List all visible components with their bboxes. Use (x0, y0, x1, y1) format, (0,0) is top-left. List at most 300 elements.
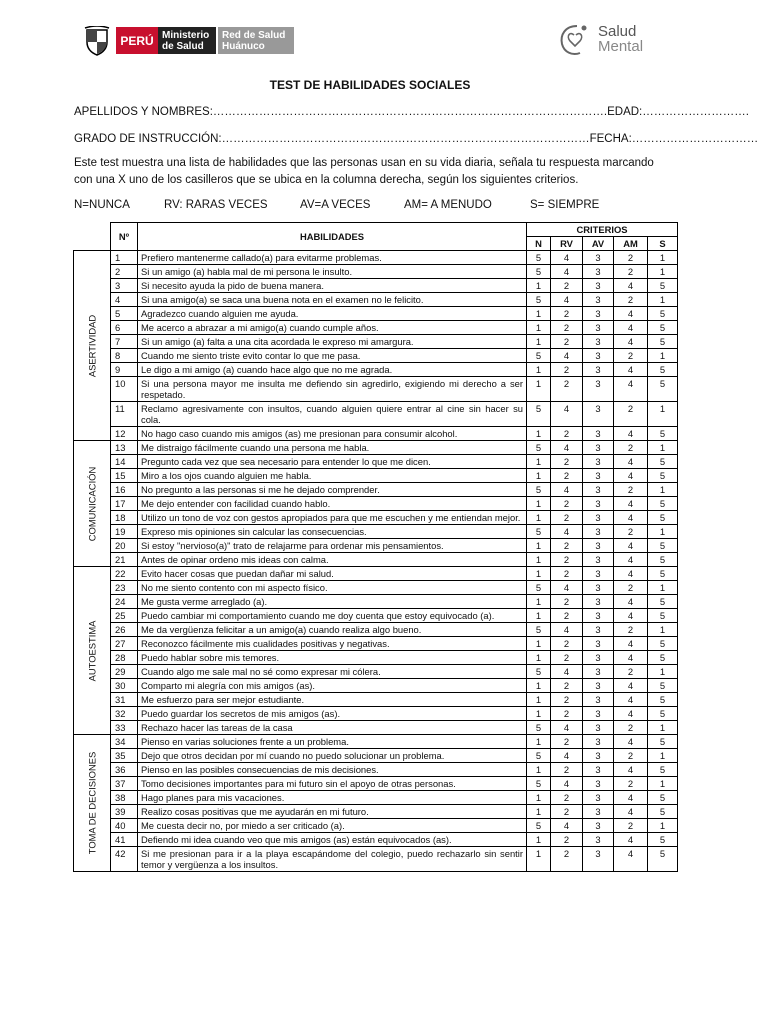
criterion-score-am[interactable]: 4 (614, 335, 648, 349)
criterion-score-av[interactable]: 3 (583, 539, 614, 553)
criterion-score-av[interactable]: 3 (583, 819, 614, 833)
item-text: Me gusta verme arreglado (a). (138, 595, 527, 609)
table-row (74, 609, 678, 623)
criterion-score-am[interactable]: 4 (614, 377, 648, 402)
criterion-score-s[interactable]: 5 (648, 427, 678, 441)
table-row (74, 651, 678, 665)
criterion-score-n[interactable]: 1 (527, 679, 551, 693)
item-number: 28 (111, 651, 138, 665)
criterion-score-av[interactable]: 3 (583, 637, 614, 651)
criterion-score-av[interactable]: 3 (583, 833, 614, 847)
item-text: Me acerco a abrazar a mi amigo(a) cuando cumple años. (138, 321, 527, 335)
item-number: 35 (111, 749, 138, 763)
item-text: Si un amigo (a) habla mal de mi persona le insulto. (138, 265, 527, 279)
criterion-score-am[interactable]: 4 (614, 609, 648, 623)
criterion-score-n[interactable]: 5 (527, 441, 551, 455)
item-number: 34 (111, 735, 138, 749)
item-number: 1 (111, 251, 138, 265)
criterion-score-rv[interactable]: 4 (551, 265, 583, 279)
item-number: 41 (111, 833, 138, 847)
criterion-score-am[interactable]: 2 (614, 581, 648, 595)
criterion-score-rv[interactable]: 2 (551, 497, 583, 511)
table-row (74, 665, 678, 679)
criterion-score-rv[interactable]: 2 (551, 469, 583, 483)
criterion-score-am[interactable]: 4 (614, 707, 648, 721)
item-text: Realizo cosas positivas que me ayudarán en mi futuro. (138, 805, 527, 819)
criterion-score-am[interactable]: 2 (614, 483, 648, 497)
header-blank (74, 223, 111, 251)
criterion-score-s[interactable]: 5 (648, 651, 678, 665)
item-text: Miro a los ojos cuando alguien me habla. (138, 469, 527, 483)
criterion-score-rv[interactable]: 2 (551, 735, 583, 749)
item-text: Si un amigo (a) falta a una cita acordada le expreso mi amargura. (138, 335, 527, 349)
criterion-score-av[interactable]: 3 (583, 777, 614, 791)
criterion-score-rv[interactable]: 4 (551, 777, 583, 791)
criterion-score-av[interactable]: 3 (583, 483, 614, 497)
item-text: Pregunto cada vez que sea necesario para entender lo que me dicen. (138, 455, 527, 469)
criterion-score-s[interactable]: 5 (648, 335, 678, 349)
criterion-score-am[interactable]: 4 (614, 279, 648, 293)
criterion-score-av[interactable]: 3 (583, 707, 614, 721)
item-text: Me da vergüenza felicitar a un amigo(a) cuando realiza algo bueno. (138, 623, 527, 637)
criterion-score-rv[interactable]: 2 (551, 833, 583, 847)
criterion-score-rv[interactable]: 2 (551, 455, 583, 469)
criterion-score-rv[interactable]: 2 (551, 763, 583, 777)
criterion-score-n[interactable]: 1 (527, 847, 551, 872)
salud-mental-icon (557, 22, 597, 58)
criterion-score-s[interactable]: 5 (648, 679, 678, 693)
criterion-score-n[interactable]: 1 (527, 791, 551, 805)
criterion-score-av[interactable]: 3 (583, 497, 614, 511)
criterion-score-am[interactable]: 4 (614, 427, 648, 441)
item-text: Expreso mis opiniones sin calcular las consecuencias. (138, 525, 527, 539)
criterion-score-n[interactable]: 5 (527, 749, 551, 763)
legend-siempre: S= SIEMPRE (530, 199, 600, 211)
criterion-score-av[interactable]: 3 (583, 721, 614, 735)
criterion-score-rv[interactable]: 2 (551, 279, 583, 293)
criterion-score-s[interactable]: 5 (648, 497, 678, 511)
criterion-score-av[interactable]: 3 (583, 763, 614, 777)
criterion-score-am[interactable]: 4 (614, 363, 648, 377)
criterion-score-rv[interactable]: 2 (551, 511, 583, 525)
criterion-score-am[interactable]: 2 (614, 265, 648, 279)
criterion-score-av[interactable]: 3 (583, 511, 614, 525)
criterion-score-s[interactable]: 5 (648, 553, 678, 567)
criterion-score-n[interactable]: 5 (527, 251, 551, 265)
criterion-score-av[interactable]: 3 (583, 307, 614, 321)
criterion-score-s[interactable]: 5 (648, 833, 678, 847)
criterion-score-am[interactable]: 2 (614, 293, 648, 307)
criterion-score-rv[interactable]: 4 (551, 293, 583, 307)
criterion-score-rv[interactable]: 4 (551, 665, 583, 679)
criterion-score-rv[interactable]: 2 (551, 805, 583, 819)
logo-red-de-salud: Red de Salud Huánuco (218, 27, 294, 54)
table-row (74, 441, 678, 455)
criterion-score-rv[interactable]: 4 (551, 251, 583, 265)
item-number: 30 (111, 679, 138, 693)
category-label: AUTOESTIMA (86, 620, 98, 681)
criterion-score-n[interactable]: 1 (527, 455, 551, 469)
criterion-score-rv[interactable]: 2 (551, 567, 583, 581)
criterion-score-am[interactable]: 4 (614, 511, 648, 525)
skills-table (73, 222, 678, 872)
criterion-score-s[interactable]: 1 (648, 819, 678, 833)
criterion-score-s[interactable]: 1 (648, 777, 678, 791)
criterion-score-s[interactable]: 1 (648, 483, 678, 497)
criterion-score-rv[interactable]: 4 (551, 721, 583, 735)
criterion-score-s[interactable]: 1 (648, 665, 678, 679)
criterion-score-av[interactable]: 3 (583, 377, 614, 402)
criterion-score-rv[interactable]: 4 (551, 483, 583, 497)
criterion-score-n[interactable]: 5 (527, 581, 551, 595)
criterion-score-n[interactable]: 1 (527, 539, 551, 553)
item-text: Rechazo hacer las tareas de la casa (138, 721, 527, 735)
criterion-score-s[interactable]: 1 (648, 623, 678, 637)
criterion-score-s[interactable]: 1 (648, 721, 678, 735)
item-text: Pienso en las posibles consecuencias de mis decisiones. (138, 763, 527, 777)
logo-ministerio: Ministerio de Salud (158, 27, 216, 54)
criterion-score-s[interactable]: 5 (648, 567, 678, 581)
table-row (74, 693, 678, 707)
item-number: 10 (111, 377, 138, 402)
criterion-score-am[interactable]: 2 (614, 441, 648, 455)
criterion-score-s[interactable]: 5 (648, 693, 678, 707)
item-number: 9 (111, 363, 138, 377)
criterion-score-av[interactable]: 3 (583, 693, 614, 707)
criterion-score-s[interactable]: 5 (648, 469, 678, 483)
criterion-score-av[interactable]: 3 (583, 805, 614, 819)
item-number: 15 (111, 469, 138, 483)
criterion-score-n[interactable]: 1 (527, 553, 551, 567)
item-text: Hago planes para mis vacaciones. (138, 791, 527, 805)
criterion-score-n[interactable]: 1 (527, 377, 551, 402)
criterion-score-n[interactable]: 1 (527, 321, 551, 335)
criterion-score-s[interactable]: 1 (648, 581, 678, 595)
header-crit-am: AM (614, 237, 648, 251)
criterion-score-am[interactable]: 4 (614, 847, 648, 872)
criterion-score-n[interactable]: 1 (527, 469, 551, 483)
criterion-score-rv[interactable]: 2 (551, 307, 583, 321)
criterion-score-n[interactable]: 1 (527, 567, 551, 581)
criterion-score-n[interactable]: 1 (527, 805, 551, 819)
criterion-score-am[interactable]: 4 (614, 735, 648, 749)
criterion-score-av[interactable]: 3 (583, 279, 614, 293)
item-text: Me distraigo fácilmente cuando una persona me habla. (138, 441, 527, 455)
criterion-score-s[interactable]: 5 (648, 595, 678, 609)
page-title: TEST DE HABILIDADES SOCIALES (269, 78, 471, 92)
criterion-score-am[interactable]: 2 (614, 402, 648, 427)
criterion-score-rv[interactable]: 2 (551, 553, 583, 567)
criterion-score-am[interactable]: 2 (614, 777, 648, 791)
criterion-score-n[interactable]: 1 (527, 707, 551, 721)
item-text: Agradezco cuando alguien me ayuda. (138, 307, 527, 321)
criterion-score-n[interactable]: 1 (527, 609, 551, 623)
table-body (74, 251, 678, 872)
table-row (74, 805, 678, 819)
item-text: Si una persona mayor me insulta me defiendo sin agredirlo, exigiendo mi derecho a ser respetado. (138, 377, 527, 402)
criterion-score-av[interactable]: 3 (583, 567, 614, 581)
criterion-score-am[interactable]: 4 (614, 595, 648, 609)
item-number: 37 (111, 777, 138, 791)
item-number: 13 (111, 441, 138, 455)
criterion-score-n[interactable]: 1 (527, 595, 551, 609)
criterion-score-n[interactable]: 1 (527, 497, 551, 511)
criterion-score-av[interactable]: 3 (583, 349, 614, 363)
criterion-score-n[interactable]: 5 (527, 819, 551, 833)
criterion-score-s[interactable]: 5 (648, 805, 678, 819)
table-row (74, 553, 678, 567)
criterion-score-n[interactable]: 1 (527, 735, 551, 749)
item-text: Si me presionan para ir a la playa escapándome del colegio, puedo rechazarlo sin sentir temor y vergüenza a los insultos. (138, 847, 527, 872)
criterion-score-am[interactable]: 4 (614, 567, 648, 581)
table-row (74, 735, 678, 749)
criterion-score-s[interactable]: 1 (648, 402, 678, 427)
criterion-score-av[interactable]: 3 (583, 265, 614, 279)
criterion-score-n[interactable]: 5 (527, 402, 551, 427)
item-number: 32 (111, 707, 138, 721)
criterion-score-rv[interactable]: 2 (551, 609, 583, 623)
criterion-score-av[interactable]: 3 (583, 791, 614, 805)
criterion-score-am[interactable]: 4 (614, 651, 648, 665)
criterion-score-n[interactable]: 1 (527, 335, 551, 349)
item-text: Dejo que otros decidan por mí cuando no puedo solucionar un problema. (138, 749, 527, 763)
criterion-score-am[interactable]: 4 (614, 539, 648, 553)
item-text: No me siento contento con mi aspecto físico. (138, 581, 527, 595)
criterion-score-n[interactable]: 5 (527, 665, 551, 679)
criterion-score-s[interactable]: 5 (648, 377, 678, 402)
criterion-score-av[interactable]: 3 (583, 455, 614, 469)
item-number: 14 (111, 455, 138, 469)
table-row (74, 637, 678, 651)
criterion-score-av[interactable]: 3 (583, 427, 614, 441)
item-text: Antes de opinar ordeno mis ideas con calma. (138, 553, 527, 567)
criterion-score-av[interactable]: 3 (583, 321, 614, 335)
criterion-score-av[interactable]: 3 (583, 363, 614, 377)
criterion-score-rv[interactable]: 2 (551, 679, 583, 693)
criterion-score-rv[interactable]: 4 (551, 749, 583, 763)
item-number: 24 (111, 595, 138, 609)
criterion-score-am[interactable]: 4 (614, 763, 648, 777)
criterion-score-rv[interactable]: 2 (551, 321, 583, 335)
criterion-score-rv[interactable]: 4 (551, 623, 583, 637)
criterion-score-av[interactable]: 3 (583, 441, 614, 455)
criterion-score-s[interactable]: 5 (648, 707, 678, 721)
criterion-score-s[interactable]: 5 (648, 735, 678, 749)
criterion-score-rv[interactable]: 2 (551, 791, 583, 805)
item-text: Le digo a mi amigo (a) cuando hace algo que no me agrada. (138, 363, 527, 377)
criterion-score-am[interactable]: 4 (614, 833, 648, 847)
criterion-score-n[interactable]: 1 (527, 511, 551, 525)
criterion-score-av[interactable]: 3 (583, 609, 614, 623)
criterion-score-s[interactable]: 5 (648, 763, 678, 777)
criterion-score-am[interactable]: 2 (614, 525, 648, 539)
criterion-score-n[interactable]: 5 (527, 525, 551, 539)
criterion-score-s[interactable]: 5 (648, 511, 678, 525)
criterion-score-av[interactable]: 3 (583, 679, 614, 693)
criterion-score-s[interactable]: 1 (648, 293, 678, 307)
criterion-score-am[interactable]: 4 (614, 321, 648, 335)
criterion-score-n[interactable]: 5 (527, 777, 551, 791)
criterion-score-rv[interactable]: 4 (551, 525, 583, 539)
criterion-score-s[interactable]: 5 (648, 455, 678, 469)
item-text: Si una amigo(a) se saca una buena nota en el examen no le felicito. (138, 293, 527, 307)
criterion-score-am[interactable]: 2 (614, 349, 648, 363)
criterion-score-rv[interactable]: 2 (551, 693, 583, 707)
legend-nunca: N=NUNCA (74, 199, 130, 211)
criterion-score-n[interactable]: 5 (527, 293, 551, 307)
criterion-score-rv[interactable]: 2 (551, 427, 583, 441)
criterion-score-s[interactable]: 5 (648, 321, 678, 335)
header-crit-s: S (648, 237, 678, 251)
criterion-score-av[interactable]: 3 (583, 553, 614, 567)
criterion-score-rv[interactable]: 2 (551, 335, 583, 349)
criterion-score-n[interactable]: 1 (527, 279, 551, 293)
criterion-score-am[interactable]: 2 (614, 749, 648, 763)
criterion-score-rv[interactable]: 2 (551, 363, 583, 377)
criterion-score-s[interactable]: 1 (648, 349, 678, 363)
criterion-score-am[interactable]: 2 (614, 819, 648, 833)
criterion-score-am[interactable]: 2 (614, 251, 648, 265)
criterion-score-n[interactable]: 5 (527, 721, 551, 735)
criterion-score-n[interactable]: 1 (527, 651, 551, 665)
criterion-score-av[interactable]: 3 (583, 251, 614, 265)
item-number: 16 (111, 483, 138, 497)
table-row (74, 749, 678, 763)
criterion-score-rv[interactable]: 4 (551, 402, 583, 427)
item-text: Si necesito ayuda la pido de buena manera. (138, 279, 527, 293)
criterion-score-s[interactable]: 5 (648, 609, 678, 623)
criterion-score-s[interactable]: 5 (648, 539, 678, 553)
item-text: Me dejo entender con facilidad cuando hablo. (138, 497, 527, 511)
criterion-score-rv[interactable]: 2 (551, 595, 583, 609)
item-number: 22 (111, 567, 138, 581)
page-header (0, 0, 768, 72)
criterion-score-rv[interactable]: 4 (551, 349, 583, 363)
criterion-score-av[interactable]: 3 (583, 595, 614, 609)
criterion-score-n[interactable]: 1 (527, 833, 551, 847)
criterion-score-s[interactable]: 1 (648, 441, 678, 455)
criterion-score-am[interactable]: 4 (614, 637, 648, 651)
item-text: Pienso en varias soluciones frente a un problema. (138, 735, 527, 749)
criterion-score-av[interactable]: 3 (583, 665, 614, 679)
legend-a-menudo: AM= A MENUDO (404, 199, 492, 211)
criterion-score-s[interactable]: 1 (648, 749, 678, 763)
criterion-score-av[interactable]: 3 (583, 525, 614, 539)
criterion-score-rv[interactable]: 2 (551, 377, 583, 402)
table-row (74, 349, 678, 363)
table-row (74, 265, 678, 279)
criterion-score-am[interactable]: 2 (614, 623, 648, 637)
criterion-score-av[interactable]: 3 (583, 735, 614, 749)
item-number: 2 (111, 265, 138, 279)
criterion-score-am[interactable]: 4 (614, 805, 648, 819)
item-text: Cuando algo me sale mal no sé como expresar mi cólera. (138, 665, 527, 679)
criterion-score-am[interactable]: 4 (614, 469, 648, 483)
criterion-score-rv[interactable]: 2 (551, 707, 583, 721)
criterion-score-s[interactable]: 5 (648, 307, 678, 321)
table-row (74, 427, 678, 441)
criterion-score-n[interactable]: 1 (527, 363, 551, 377)
criterion-score-s[interactable]: 1 (648, 265, 678, 279)
criterion-score-rv[interactable]: 4 (551, 581, 583, 595)
criterion-score-rv[interactable]: 2 (551, 847, 583, 872)
criterion-score-am[interactable]: 2 (614, 721, 648, 735)
criterion-score-av[interactable]: 3 (583, 293, 614, 307)
criterion-score-n[interactable]: 1 (527, 427, 551, 441)
criterion-score-s[interactable]: 1 (648, 251, 678, 265)
criterion-score-av[interactable]: 3 (583, 469, 614, 483)
criterion-score-s[interactable]: 5 (648, 279, 678, 293)
criterion-score-rv[interactable]: 2 (551, 651, 583, 665)
criterion-score-av[interactable]: 3 (583, 847, 614, 872)
criterion-score-av[interactable]: 3 (583, 749, 614, 763)
criterion-score-am[interactable]: 4 (614, 307, 648, 321)
table-row (74, 377, 678, 402)
criterion-score-rv[interactable]: 4 (551, 819, 583, 833)
item-text: No hago caso cuando mis amigos (as) me presionan para consumir alcohol. (138, 427, 527, 441)
criterion-score-av[interactable]: 3 (583, 581, 614, 595)
item-text: Puedo guardar los secretos de mis amigos (as). (138, 707, 527, 721)
criterion-score-n[interactable]: 5 (527, 483, 551, 497)
criterion-score-rv[interactable]: 4 (551, 441, 583, 455)
table-row (74, 469, 678, 483)
criterion-score-s[interactable]: 5 (648, 363, 678, 377)
criterion-score-am[interactable]: 4 (614, 455, 648, 469)
criterion-score-am[interactable]: 4 (614, 553, 648, 567)
category-label: TOMA DE DECISIONES (86, 751, 98, 855)
item-number: 33 (111, 721, 138, 735)
criterion-score-n[interactable]: 1 (527, 637, 551, 651)
table-row (74, 567, 678, 581)
item-number: 19 (111, 525, 138, 539)
criterion-score-am[interactable]: 4 (614, 497, 648, 511)
criterion-score-s[interactable]: 1 (648, 525, 678, 539)
criterion-score-av[interactable]: 3 (583, 651, 614, 665)
table-row (74, 497, 678, 511)
field-apellidos-edad: APELLIDOS Y NOMBRES:………………………………………………………………………………………….EDAD:………………………. (74, 106, 749, 118)
criterion-score-av[interactable]: 3 (583, 335, 614, 349)
criterion-score-av[interactable]: 3 (583, 623, 614, 637)
item-number: 27 (111, 637, 138, 651)
criterion-score-n[interactable]: 1 (527, 307, 551, 321)
table-row (74, 455, 678, 469)
criterion-score-n[interactable]: 5 (527, 349, 551, 363)
item-text: Prefiero mantenerme callado(a) para evitarme problemas. (138, 251, 527, 265)
item-number: 18 (111, 511, 138, 525)
criterion-score-av[interactable]: 3 (583, 402, 614, 427)
criterion-score-n[interactable]: 1 (527, 763, 551, 777)
criterion-score-am[interactable]: 4 (614, 679, 648, 693)
criterion-score-s[interactable]: 5 (648, 791, 678, 805)
criterion-score-n[interactable]: 5 (527, 623, 551, 637)
category-cell (74, 251, 111, 441)
criterion-score-am[interactable]: 4 (614, 791, 648, 805)
criterion-score-n[interactable]: 1 (527, 693, 551, 707)
criterion-score-s[interactable]: 5 (648, 637, 678, 651)
category-label: ASERTIVIDAD (86, 314, 98, 377)
criterion-score-am[interactable]: 2 (614, 665, 648, 679)
table-row (74, 363, 678, 377)
item-text: Comparto mi alegría con mis amigos (as). (138, 679, 527, 693)
criterion-score-n[interactable]: 5 (527, 265, 551, 279)
criterion-score-rv[interactable]: 2 (551, 539, 583, 553)
criterion-score-rv[interactable]: 2 (551, 637, 583, 651)
item-number: 7 (111, 335, 138, 349)
criterion-score-am[interactable]: 4 (614, 693, 648, 707)
criterion-score-s[interactable]: 5 (648, 847, 678, 872)
item-number: 3 (111, 279, 138, 293)
table-row (74, 402, 678, 427)
